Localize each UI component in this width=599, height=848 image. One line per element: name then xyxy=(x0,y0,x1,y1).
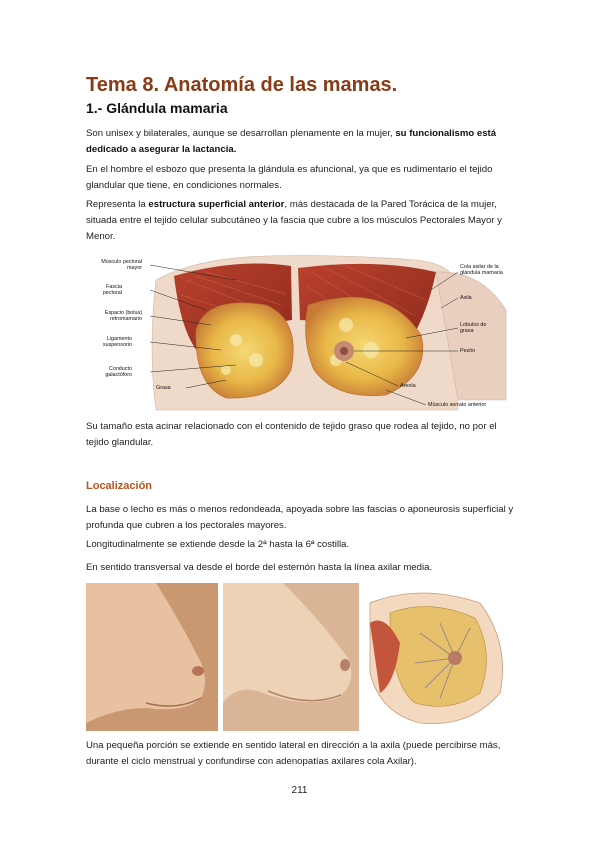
breast-anatomy-illustration xyxy=(86,250,516,412)
photo-breast-profile-1 xyxy=(86,583,218,731)
paragraph-representa-pre: Representa la xyxy=(86,199,149,210)
breast-profile-image-2 xyxy=(223,583,359,731)
breast-anatomy-figure xyxy=(86,250,516,412)
label-fascia-pectoral: Fascia pectoral xyxy=(102,284,122,297)
breast-profile-image-1 xyxy=(86,583,218,731)
paragraph-representa-bold: estructura superficial anterior xyxy=(148,199,285,210)
paragraph-representa xyxy=(86,197,516,245)
label-lobulos: Lobulos de grasa xyxy=(460,322,487,335)
label-cola-axilar: Cola axilar de la glándula mamaria xyxy=(460,264,503,277)
paragraph-unisex xyxy=(86,126,516,158)
label-axila: Axila xyxy=(460,295,472,301)
page-title: Tema 8. Anatomía de las mamas. xyxy=(86,74,398,96)
label-grasa: Grasa xyxy=(156,385,171,391)
label-conducto: Conducto galactóforo xyxy=(105,366,132,379)
paragraph-unisex-bold: su funcionalismo está dedicado a asegurar la lactancia. xyxy=(86,128,497,155)
paragraph-longitudinal: Longitudinalmente se extiende desde la 2ª hasta la 6ª costilla. xyxy=(86,539,350,550)
page-number: 211 xyxy=(291,785,308,796)
label-serrato: Músculo serrato anterior xyxy=(428,402,487,408)
paragraph-hombre: En el hombre el esbozo que presenta la glándula es afuncional, ya que es rudimentario el tejido glandular que tiene, en condiciones normales. xyxy=(86,164,493,191)
paragraph-tamano: Su tamaño esta acinar relacionado con el contenido de tejido graso que rodea al tejido, no por el tejido glandular. xyxy=(86,421,497,448)
paragraph-base: La base o lecho es más o menos redondeada, apoyada sobre las fascias o aponeurosis superficial y profunda que cubren a los pectorales mayores. xyxy=(86,504,514,531)
label-ligamento: Ligamento suspensorio xyxy=(102,336,132,349)
label-pectoral-mayor: Músculo pectoral mayor xyxy=(101,259,142,272)
breast-dissection-image xyxy=(360,583,515,731)
label-pezon: Pezón xyxy=(460,348,476,354)
paragraph-porcion-axila: Una pequeña porción se extiende en sentido lateral en dirección a la axila (puede percibirse más, durante el ciclo menstrual y confundirse con adenopatías axilares cola Axilar). xyxy=(86,740,501,767)
label-espacio-retromamario: Espacio (bolsa) retromamario xyxy=(104,310,142,323)
photo-breast-dissection xyxy=(360,583,515,731)
photo-breast-profile-2 xyxy=(223,583,359,731)
paragraph-transversal: En sentido transversal va desde el borde del esternón hasta la línea axilar media. xyxy=(86,562,433,573)
paragraph-unisex-text: Son unisex y bilaterales, aunque se desarrollan plenamente en la mujer, xyxy=(86,128,396,139)
label-areola: Areola xyxy=(400,383,416,389)
paragraph-representa-post: , más destacada de la Pared Torácica de la mujer, situada entre el tejido celular subcutáneo y la fascia que cubre a los músculos Pectorales Mayor y Menor. xyxy=(86,199,502,242)
section-heading-localizacion: Localización xyxy=(86,480,153,492)
section-heading-glandula: 1.- Glándula mamaria xyxy=(86,100,228,116)
